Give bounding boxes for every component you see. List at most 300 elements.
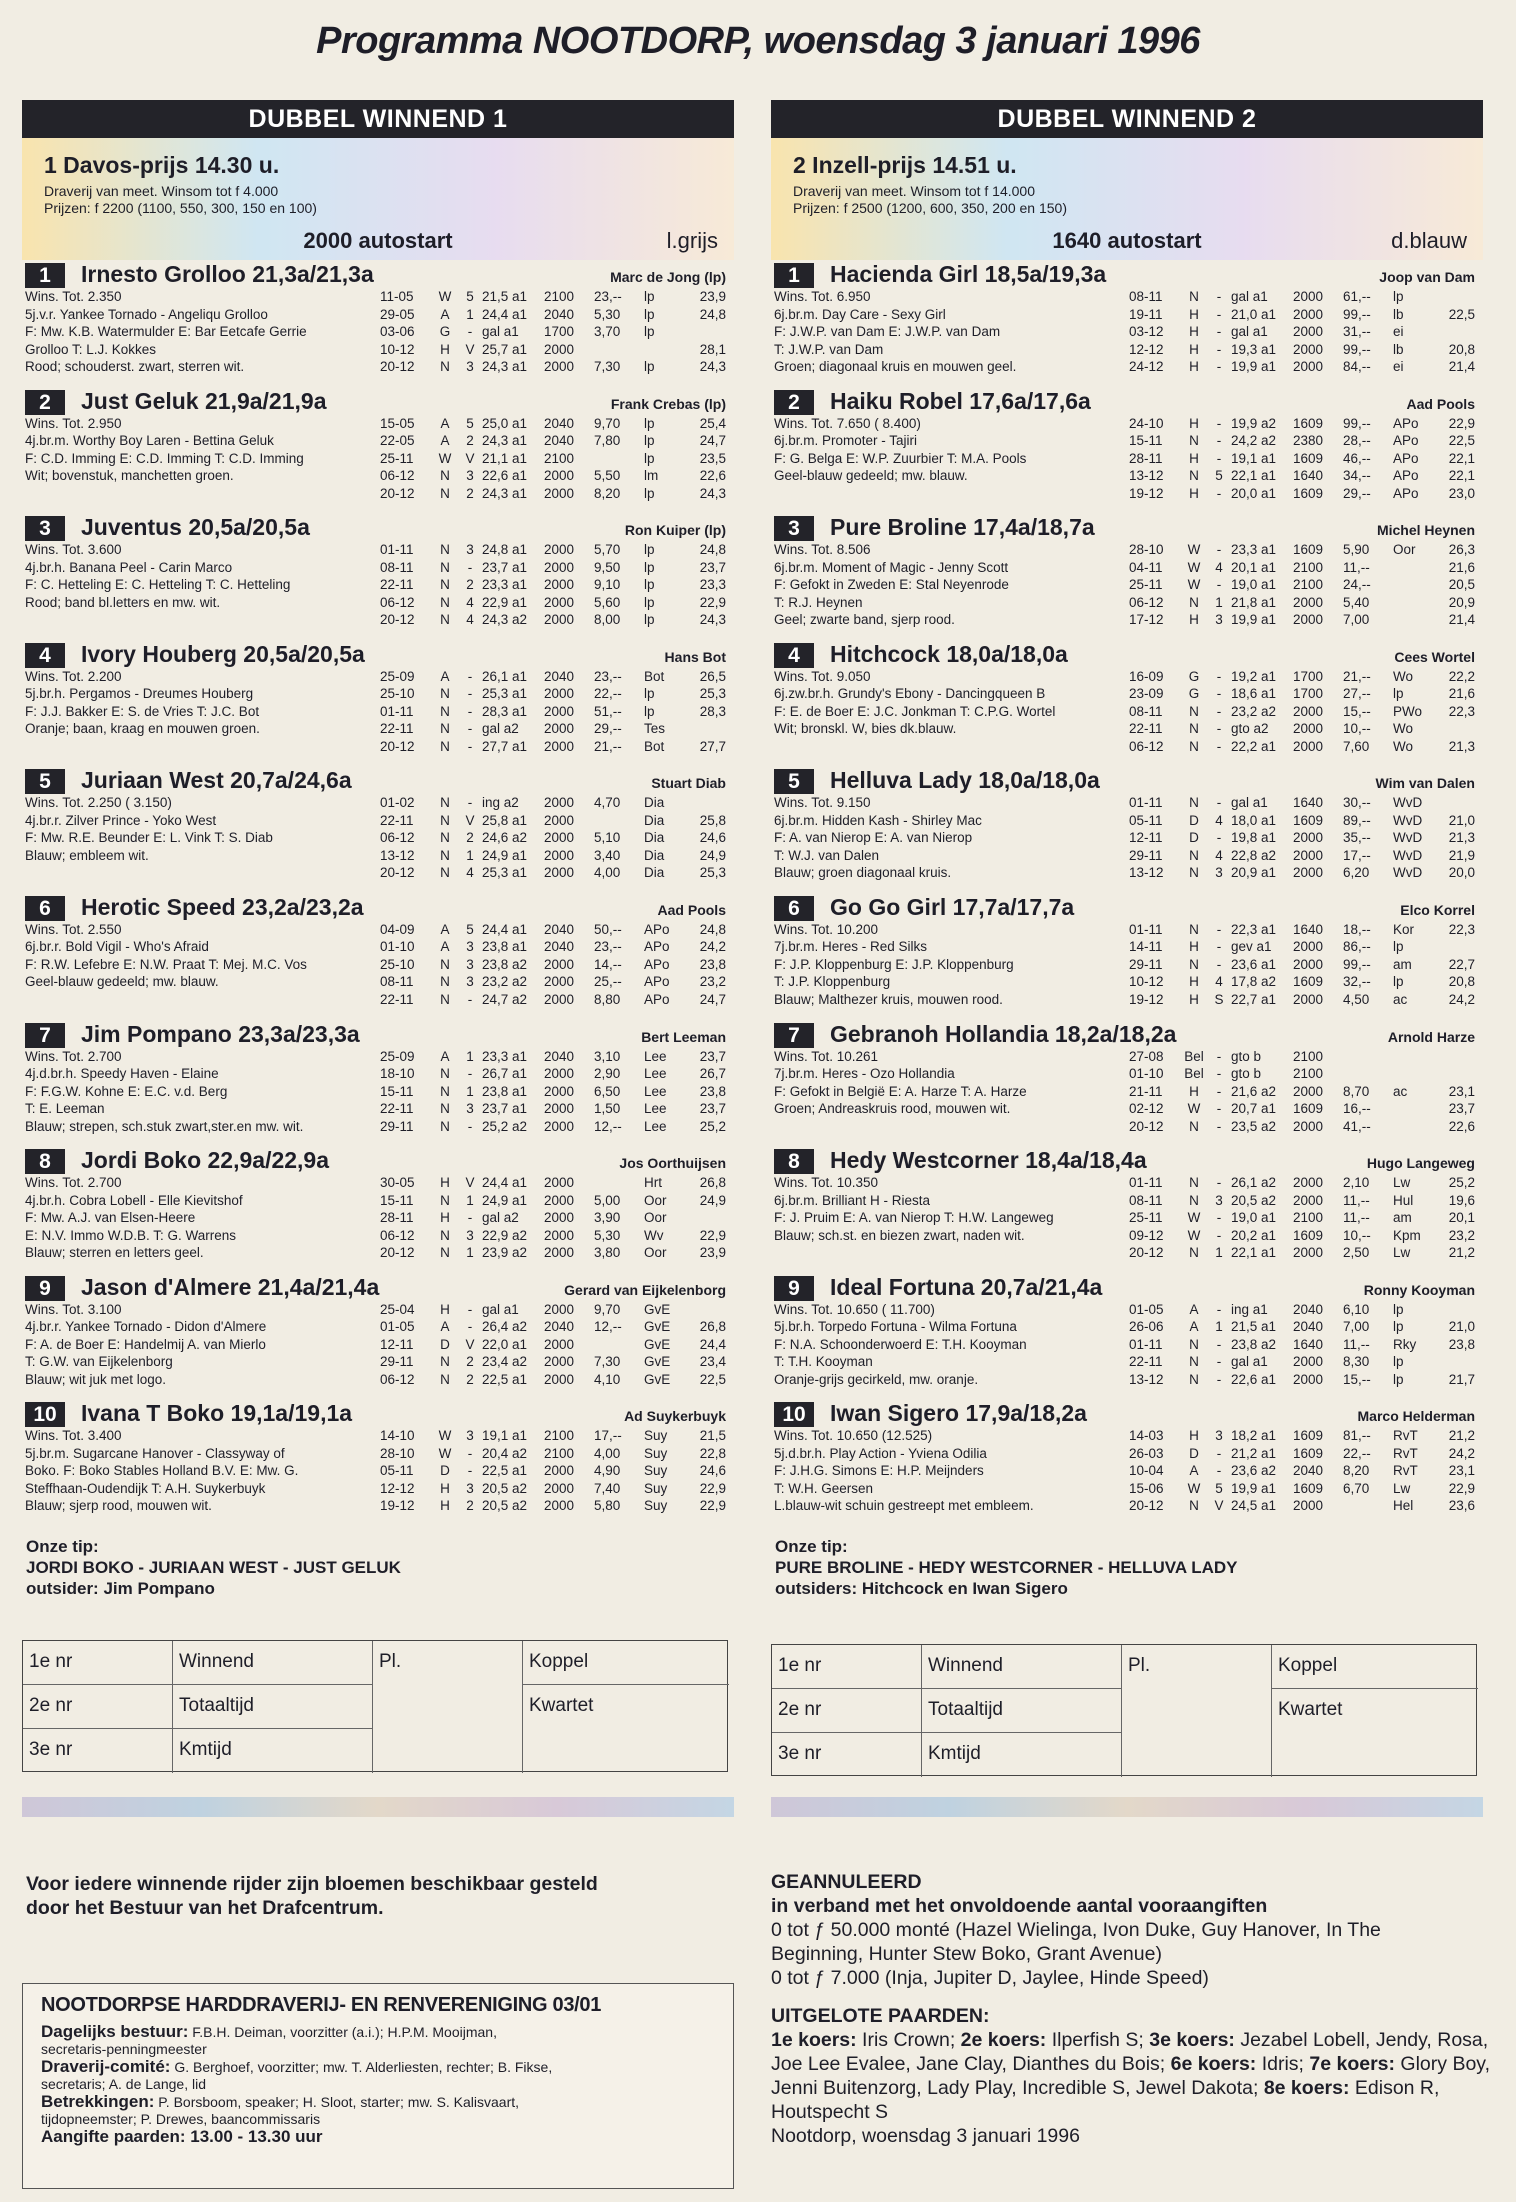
run-cell: 22,9 bbox=[699, 1498, 726, 1514]
run-cell: 22,3 a1 bbox=[1231, 921, 1277, 937]
horse-number: 7 bbox=[774, 1023, 814, 1048]
run-cell: 25,0 a1 bbox=[482, 415, 528, 431]
run-cell: 2000 bbox=[544, 594, 575, 610]
run-cell: 2000 bbox=[1293, 1083, 1324, 1099]
run-cell: N bbox=[440, 485, 450, 501]
horse-entry bbox=[22, 514, 734, 640]
run-cell: 26,1 a2 bbox=[1231, 1175, 1277, 1191]
run-cell: 15-11 bbox=[380, 1192, 414, 1208]
run-cell: 1,50 bbox=[594, 1101, 621, 1117]
run-cell: 18,6 a1 bbox=[1231, 686, 1277, 702]
horse-name: Haiku Robel 17,6a/17,6a bbox=[830, 387, 1091, 414]
run-cell: gal a1 bbox=[1231, 1354, 1268, 1370]
run-cell: Oor bbox=[644, 1192, 667, 1208]
run-cell: 24,3 a1 bbox=[482, 485, 528, 501]
pl-area[interactable] bbox=[1122, 1733, 1272, 1777]
run-cell: lp bbox=[1393, 1354, 1404, 1370]
info-line: Boko. F: Boko Stables Holland B.V. E: Mw. G. bbox=[25, 1463, 299, 1479]
run-cell: 19,9 a2 bbox=[1231, 415, 1277, 431]
run-cell: Bel bbox=[1184, 1048, 1204, 1064]
pl-area[interactable] bbox=[1122, 1689, 1272, 1733]
run-cell: 26,4 a2 bbox=[482, 1319, 528, 1335]
run-cell: 2040 bbox=[544, 415, 575, 431]
run-cell: 14,-- bbox=[594, 956, 622, 972]
run-cell: 21,1 a1 bbox=[482, 450, 528, 466]
horse-entry bbox=[22, 641, 734, 767]
run-cell: 24,9 a1 bbox=[482, 1192, 528, 1208]
tip-label: Onze tip: bbox=[775, 1536, 848, 1556]
run-cell: 50,-- bbox=[594, 921, 622, 937]
run-row bbox=[1129, 1065, 1477, 1083]
info-line: F: J.H.G. Simons E: H.P. Meijnders bbox=[774, 1463, 984, 1479]
run-cell: N bbox=[440, 865, 450, 881]
run-cell: 01-11 bbox=[1129, 921, 1163, 937]
run-cell: 30,-- bbox=[1343, 795, 1371, 811]
run-cell: - bbox=[1216, 341, 1222, 357]
run-cell: 2000 bbox=[1293, 594, 1324, 610]
run-cell: N bbox=[1189, 594, 1199, 610]
run-cell: 18,0 a1 bbox=[1231, 812, 1277, 828]
nr3-field[interactable]: 3e nr bbox=[772, 1733, 922, 1777]
info-line: T: W.J. van Dalen bbox=[774, 847, 880, 863]
run-cell: lp bbox=[1393, 1371, 1404, 1387]
run-cell: A bbox=[440, 306, 450, 322]
horse-info bbox=[25, 288, 315, 376]
horse-entry bbox=[22, 767, 734, 893]
run-cell: 24,8 a1 bbox=[482, 542, 528, 558]
run-cell: 14-10 bbox=[380, 1428, 415, 1444]
run-row bbox=[380, 1118, 728, 1136]
run-cell: 22,9 bbox=[1448, 1480, 1475, 1496]
run-cell: 01-10 bbox=[1129, 1066, 1164, 1082]
driver-name: Wim van Dalen bbox=[1375, 775, 1475, 792]
run-cell: 01-11 bbox=[1129, 795, 1163, 811]
run-cell: 4,00 bbox=[594, 865, 621, 881]
info-line: F: E. de Boer E: J.C. Jonkman T: C.P.G. Wortel bbox=[774, 703, 1056, 719]
run-cell: - bbox=[1216, 1210, 1222, 1226]
run-cell: 3 bbox=[466, 1227, 474, 1243]
run-cell: 24,8 bbox=[699, 542, 726, 558]
run-row bbox=[380, 323, 728, 341]
horse-name: Gebranoh Hollandia 18,2a/18,2a bbox=[830, 1020, 1177, 1047]
run-cell: 11,-- bbox=[1343, 559, 1370, 575]
run-cell: 20,0 bbox=[1448, 865, 1475, 881]
info-line: F: J.J. Bakker E: S. de Vries T: J.C. Bot bbox=[25, 703, 260, 719]
run-cell: 21,8 a1 bbox=[1231, 594, 1277, 610]
run-cell: 01-11 bbox=[1129, 1175, 1163, 1191]
info-line: Geel-blauw gedeeld; mw. blauw. bbox=[25, 974, 219, 990]
info-line: Blauw; strepen, sch.stuk zwart,ster.en mw. wit. bbox=[25, 1118, 304, 1134]
horse-name: Hedy Westcorner 18,4a/18,4a bbox=[830, 1147, 1147, 1174]
run-cell: N bbox=[1189, 738, 1199, 754]
run-cell: N bbox=[1189, 721, 1199, 737]
pl-field[interactable]: Pl. bbox=[1122, 1645, 1272, 1689]
run-cell: 1609 bbox=[1293, 450, 1324, 466]
run-cell: 24,2 bbox=[699, 939, 726, 955]
info-line: 5j.br.h. Torpedo Fortuna - Wilma Fortuna bbox=[774, 1319, 1017, 1335]
recent-runs bbox=[1129, 288, 1477, 376]
run-cell: V bbox=[1214, 1498, 1224, 1514]
run-row bbox=[1129, 415, 1477, 433]
run-cell: - bbox=[1216, 795, 1222, 811]
run-cell: A bbox=[440, 668, 450, 684]
run-cell: 20,2 a1 bbox=[1231, 1227, 1277, 1243]
horse-entry bbox=[771, 641, 1483, 767]
run-cell: 28,3 bbox=[699, 703, 726, 719]
info-line: F: J.P. Kloppenburg E: J.P. Kloppenburg bbox=[774, 956, 1014, 972]
run-cell: 1 bbox=[466, 1048, 474, 1064]
info-line: F: A. van Nierop E: A. van Nierop bbox=[774, 830, 973, 846]
driver-name: Hugo Langeweg bbox=[1366, 1155, 1475, 1172]
kwartet-field[interactable]: Kwartet bbox=[529, 1695, 594, 1716]
run-cell: - bbox=[1216, 1463, 1222, 1479]
run-cell: 19,2 a1 bbox=[1231, 668, 1277, 684]
run-cell: 24,3 bbox=[699, 612, 726, 628]
info-line: Steffhaan-Oudendijk T: A.H. Suykerbuyk bbox=[25, 1480, 266, 1496]
run-cell: D bbox=[1189, 812, 1199, 828]
horse-number: 8 bbox=[25, 1149, 65, 1174]
info-line: F: C. Hetteling E: C. Hetteling T: C. Hetteling bbox=[25, 577, 291, 593]
run-cell: 22,5 a1 bbox=[482, 1371, 528, 1387]
run-cell: 84,-- bbox=[1343, 359, 1371, 374]
run-cell: 24,5 a1 bbox=[1231, 1498, 1277, 1514]
koppel-field[interactable]: Koppel bbox=[1272, 1645, 1478, 1689]
run-cell: 24,6 bbox=[699, 830, 726, 846]
run-cell: 1640 bbox=[1293, 1336, 1324, 1352]
run-cell: 28-10 bbox=[380, 1445, 415, 1461]
run-row bbox=[380, 794, 728, 812]
run-cell bbox=[1393, 1065, 1437, 1083]
run-row bbox=[380, 1100, 728, 1118]
run-cell: H bbox=[1189, 974, 1199, 990]
run-cell: 01-02 bbox=[380, 795, 415, 811]
run-cell: 19,1 a1 bbox=[1231, 450, 1277, 466]
run-cell: RvT bbox=[1393, 1463, 1418, 1479]
run-cell: gto a2 bbox=[1231, 721, 1269, 737]
run-cell: 4 bbox=[466, 865, 474, 881]
tip-text: PURE BROLINE - HEDY WESTCORNER - HELLUVA LADY bbox=[775, 1557, 1238, 1577]
run-cell: 20,1 bbox=[1448, 1210, 1475, 1226]
run-cell: 20,5 bbox=[1448, 577, 1475, 593]
run-cell: 4,90 bbox=[594, 1463, 621, 1479]
run-cell: 24,8 bbox=[699, 306, 726, 322]
run-cell: D bbox=[440, 1336, 450, 1352]
run-cell: 3,80 bbox=[594, 1245, 621, 1261]
run-cell: 27,7 a1 bbox=[482, 738, 528, 754]
run-cell: N bbox=[440, 1083, 450, 1099]
run-cell: H bbox=[1189, 324, 1199, 339]
run-cell: 2000 bbox=[544, 559, 575, 575]
run-cell: N bbox=[440, 359, 450, 374]
info-line: F: F.G.W. Kohne E: E.C. v.d. Berg bbox=[25, 1083, 228, 1099]
run-cell: 23,-- bbox=[594, 939, 622, 955]
run-cell: 01-10 bbox=[380, 939, 415, 955]
run-cell: 19-11 bbox=[1129, 306, 1163, 322]
kwartet-field[interactable]: Kwartet bbox=[1278, 1699, 1343, 1720]
run-row bbox=[380, 1065, 728, 1083]
run-cell: 20,8 bbox=[1448, 974, 1475, 990]
run-cell: 6,70 bbox=[1343, 1480, 1370, 1496]
koppel-field[interactable]: Koppel bbox=[523, 1641, 729, 1685]
run-cell: 06-12 bbox=[380, 594, 415, 610]
recent-runs bbox=[1129, 921, 1477, 1009]
run-cell: W bbox=[438, 1445, 452, 1461]
run-cell: 23,3 a1 bbox=[482, 1048, 528, 1064]
run-cell: 2000 bbox=[544, 1498, 575, 1514]
run-cell: 28-11 bbox=[1129, 450, 1163, 466]
run-cell: 2000 bbox=[1293, 738, 1324, 754]
run-cell: H bbox=[440, 1175, 450, 1191]
run-cell: 2000 bbox=[544, 812, 575, 828]
run-cell: 2000 bbox=[1293, 1192, 1324, 1208]
run-cell: 20,1 a1 bbox=[1231, 559, 1277, 575]
nr2-field[interactable]: 2e nr bbox=[772, 1689, 922, 1733]
run-cell: 04-09 bbox=[380, 921, 415, 937]
run-cell: 05-11 bbox=[380, 1463, 414, 1479]
run-cell: Suy bbox=[644, 1428, 668, 1444]
run-cell: N bbox=[440, 686, 450, 702]
info-line: Wins. Tot. 9.150 bbox=[774, 795, 871, 811]
run-cell: 2000 bbox=[1293, 1498, 1324, 1514]
run-cell: W bbox=[1187, 1101, 1201, 1117]
run-row bbox=[380, 703, 728, 721]
run-cell: 24,2 bbox=[1448, 1445, 1475, 1461]
run-cell: 23,8 bbox=[699, 1083, 726, 1099]
run-cell: 4 bbox=[466, 612, 474, 628]
horse-entry bbox=[771, 514, 1483, 640]
nr1-field[interactable]: 1e nr bbox=[772, 1645, 922, 1689]
run-cell: 2000 bbox=[544, 1192, 575, 1208]
run-cell: 23,9 bbox=[699, 289, 726, 304]
info-line: Groen; diagonaal kruis en mouwen geel. bbox=[774, 359, 1017, 374]
pl-field[interactable]: Pl. bbox=[373, 1641, 523, 1685]
info-line: Wins. Tot. 10.650 (12.525) bbox=[774, 1428, 933, 1444]
run-cell: 2000 bbox=[1293, 306, 1324, 322]
run-row bbox=[380, 847, 728, 865]
run-cell: 86,-- bbox=[1343, 939, 1371, 955]
run-cell: 2040 bbox=[1293, 1319, 1324, 1335]
run-cell: 22,8 a2 bbox=[1231, 847, 1277, 863]
info-line: 4j.br.h. Banana Peel - Carin Marco bbox=[25, 559, 233, 575]
driver-name: Aad Pools bbox=[1406, 395, 1475, 412]
run-cell: 18,2 a1 bbox=[1231, 1428, 1277, 1444]
run-cell: 20-12 bbox=[1129, 1118, 1164, 1134]
run-cell: 23,2 bbox=[1448, 1227, 1475, 1243]
run-cell: 22,9 bbox=[1448, 415, 1475, 431]
run-cell: H bbox=[1189, 450, 1199, 466]
run-row bbox=[1129, 306, 1477, 324]
run-row bbox=[380, 611, 728, 629]
run-cell: Dia bbox=[644, 795, 665, 811]
run-cell: 20-12 bbox=[380, 359, 415, 374]
run-cell: 3,10 bbox=[594, 1048, 621, 1064]
run-cell: 2040 bbox=[544, 306, 575, 322]
run-cell: 2100 bbox=[1293, 1066, 1324, 1082]
pl-area[interactable] bbox=[373, 1685, 523, 1729]
run-cell: 25-10 bbox=[380, 956, 415, 972]
kmtijd-field[interactable]: Kmtijd bbox=[922, 1733, 1122, 1777]
run-cell: H bbox=[1189, 991, 1199, 1007]
nr2-field[interactable]: 2e nr bbox=[23, 1685, 173, 1729]
run-cell: Lee bbox=[644, 1048, 667, 1064]
run-cell: 19-12 bbox=[1129, 991, 1164, 1007]
horse-info bbox=[25, 415, 315, 485]
run-cell: GvE bbox=[644, 1336, 671, 1352]
run-row bbox=[1129, 685, 1477, 703]
run-cell: N bbox=[440, 1227, 450, 1243]
run-cell: N bbox=[440, 703, 450, 719]
run-cell: 13-12 bbox=[1129, 865, 1164, 881]
info-line: T: T.H. Kooyman bbox=[774, 1354, 873, 1370]
info-line: Wins. Tot. 10.261 bbox=[774, 1048, 879, 1064]
horse-info bbox=[774, 288, 1064, 376]
driver-name: Aad Pools bbox=[657, 901, 726, 918]
kwartet-area[interactable] bbox=[1272, 1733, 1478, 1777]
run-cell: 14-03 bbox=[1129, 1428, 1164, 1444]
info-line: L.blauw-wit schuin gestreept met embleem. bbox=[774, 1498, 1034, 1514]
run-cell bbox=[594, 450, 644, 468]
run-cell: 23,-- bbox=[594, 668, 622, 684]
run-cell: 11,-- bbox=[1343, 1210, 1370, 1226]
info-line: F: A. de Boer E: Handelmij A. van Mierlo bbox=[25, 1336, 266, 1352]
run-cell: APo bbox=[1393, 468, 1419, 484]
run-row bbox=[380, 541, 728, 559]
run-row bbox=[380, 288, 728, 306]
run-cell: WvD bbox=[1393, 830, 1423, 846]
run-cell: 23,7 a1 bbox=[482, 1101, 528, 1117]
run-row bbox=[380, 829, 728, 847]
run-cell: 3 bbox=[466, 359, 474, 374]
horse-entry bbox=[771, 1147, 1483, 1273]
run-cell: N bbox=[440, 991, 450, 1007]
run-cell: 19,8 a1 bbox=[1231, 830, 1277, 846]
info-line: Wins. Tot. 2.950 bbox=[25, 415, 122, 431]
horse-number: 4 bbox=[774, 643, 814, 668]
totaaltijd-field[interactable]: Totaaltijd bbox=[173, 1685, 373, 1729]
race-desc: Draverij van meet. Winsom tot f 14.000 Prijzen: f 2500 (1200, 600, 350, 200 en 150) bbox=[793, 183, 1067, 216]
horse-name: Jim Pompano 23,3a/23,3a bbox=[81, 1020, 360, 1047]
run-cell: lp bbox=[644, 485, 655, 501]
run-cell: lp bbox=[1393, 289, 1404, 304]
run-row bbox=[1129, 973, 1477, 991]
run-cell: 12,-- bbox=[594, 1118, 622, 1134]
run-cell: 2 bbox=[466, 433, 474, 449]
run-cell: 20-12 bbox=[380, 485, 415, 501]
run-cell: - bbox=[467, 795, 473, 811]
winnend-field[interactable]: Winnend bbox=[922, 1645, 1122, 1689]
run-row bbox=[1129, 1100, 1477, 1118]
run-cell: gto b bbox=[1231, 1066, 1262, 1082]
run-cell bbox=[688, 720, 726, 738]
run-row bbox=[1129, 794, 1477, 812]
info-line: Wins. Tot. 3.600 bbox=[25, 542, 122, 558]
run-cell: - bbox=[467, 1118, 473, 1134]
run-row bbox=[380, 921, 728, 939]
run-cell: 05-11 bbox=[1129, 812, 1163, 828]
run-cell: Dia bbox=[644, 865, 665, 881]
nr3-field[interactable]: 3e nr bbox=[23, 1729, 173, 1773]
run-cell: N bbox=[1189, 703, 1199, 719]
kmtijd-field[interactable]: Kmtijd bbox=[173, 1729, 373, 1773]
kwartet-area[interactable] bbox=[523, 1729, 729, 1773]
run-cell: - bbox=[467, 1210, 473, 1226]
run-cell: 5,30 bbox=[594, 306, 621, 322]
run-cell: H bbox=[440, 341, 450, 357]
run-cell: 22,9 a2 bbox=[482, 1227, 528, 1243]
run-cell: 3 bbox=[1215, 1192, 1223, 1208]
run-cell: 19,1 a1 bbox=[482, 1428, 528, 1444]
run-cell: 1609 bbox=[1293, 812, 1324, 828]
run-cell: 26,5 bbox=[699, 668, 726, 684]
run-cell: 23,5 bbox=[699, 450, 726, 466]
run-cell: 20-12 bbox=[380, 865, 415, 881]
info-line: F: J. Pruim E: A. van Nierop T: H.W. Langeweg bbox=[774, 1210, 1054, 1226]
run-cell bbox=[1437, 938, 1475, 956]
run-cell: 2000 bbox=[1293, 939, 1324, 955]
nr1-field[interactable]: 1e nr bbox=[23, 1641, 173, 1685]
recent-runs bbox=[380, 794, 728, 882]
recent-runs bbox=[1129, 1301, 1477, 1389]
race-desc: Draverij van meet. Winsom tot f 4.000 Prijzen: f 2200 (1100, 550, 300, 150 en 100) bbox=[44, 183, 317, 216]
run-cell: 2000 bbox=[544, 542, 575, 558]
run-cell: W bbox=[1187, 1210, 1201, 1226]
run-cell: 25,-- bbox=[594, 974, 622, 990]
run-cell: N bbox=[440, 612, 450, 628]
run-cell: 3 bbox=[1215, 612, 1223, 628]
info-line: F: R.W. Lefebre E: N.W. Praat T: Mej. M.C. Vos bbox=[25, 956, 307, 972]
uitgelote-heading: UITGELOTE PAARDEN: bbox=[771, 2005, 990, 2027]
run-cell: 24,6 bbox=[699, 1463, 726, 1479]
run-cell: 7,00 bbox=[1343, 1319, 1370, 1335]
run-cell: N bbox=[1189, 847, 1199, 863]
run-row bbox=[1129, 938, 1477, 956]
run-cell: 25,3 a1 bbox=[482, 865, 528, 881]
run-row bbox=[1129, 956, 1477, 974]
run-cell: 25,8 bbox=[699, 812, 726, 828]
run-cell: H bbox=[440, 1301, 450, 1317]
run-cell: Dia bbox=[644, 812, 665, 828]
run-cell: 04-11 bbox=[1129, 559, 1163, 575]
info-line: Oranje; baan, kraag en mouwen groen. bbox=[25, 721, 260, 737]
recent-runs bbox=[380, 921, 728, 1009]
run-row bbox=[1129, 1192, 1477, 1210]
info-line: T: W.H. Geersen bbox=[774, 1480, 874, 1496]
recent-runs bbox=[380, 668, 728, 756]
totaaltijd-field[interactable]: Totaaltijd bbox=[922, 1689, 1122, 1733]
run-cell: 2 bbox=[466, 1371, 474, 1387]
horse-name: Iwan Sigero 17,9a/18,2a bbox=[830, 1400, 1087, 1427]
run-cell: 24,3 a1 bbox=[482, 359, 528, 374]
run-cell: 22,9 a1 bbox=[482, 594, 528, 610]
run-row bbox=[380, 1462, 728, 1480]
run-cell: 20-12 bbox=[1129, 1245, 1164, 1261]
info-line: F: G. Belga E: W.P. Zuurbier T: M.A. Pools bbox=[774, 450, 1027, 466]
winnend-field[interactable]: Winnend bbox=[173, 1641, 373, 1685]
pl-area[interactable] bbox=[373, 1729, 523, 1773]
run-cell: APo bbox=[644, 974, 670, 990]
run-cell: 23,6 a2 bbox=[1231, 1463, 1277, 1479]
run-cell: 2000 bbox=[544, 865, 575, 881]
run-cell: 10,-- bbox=[1343, 721, 1371, 737]
run-cell: 1609 bbox=[1293, 485, 1324, 501]
run-cell: 29-11 bbox=[380, 1354, 414, 1370]
run-cell: 2040 bbox=[1293, 1463, 1324, 1479]
run-cell: 22-05 bbox=[380, 433, 415, 449]
run-cell: 20,5 a2 bbox=[482, 1498, 528, 1514]
run-cell: 2000 bbox=[1293, 830, 1324, 846]
horse-name: Juventus 20,5a/20,5a bbox=[81, 514, 310, 541]
betrekkingen-text: Betrekkingen: P. Borsboom, speaker; H. Sloot, starter; mw. S. Kalisvaart, tijdopneemster; P. Drewes, baancommissaris bbox=[41, 2092, 520, 2127]
